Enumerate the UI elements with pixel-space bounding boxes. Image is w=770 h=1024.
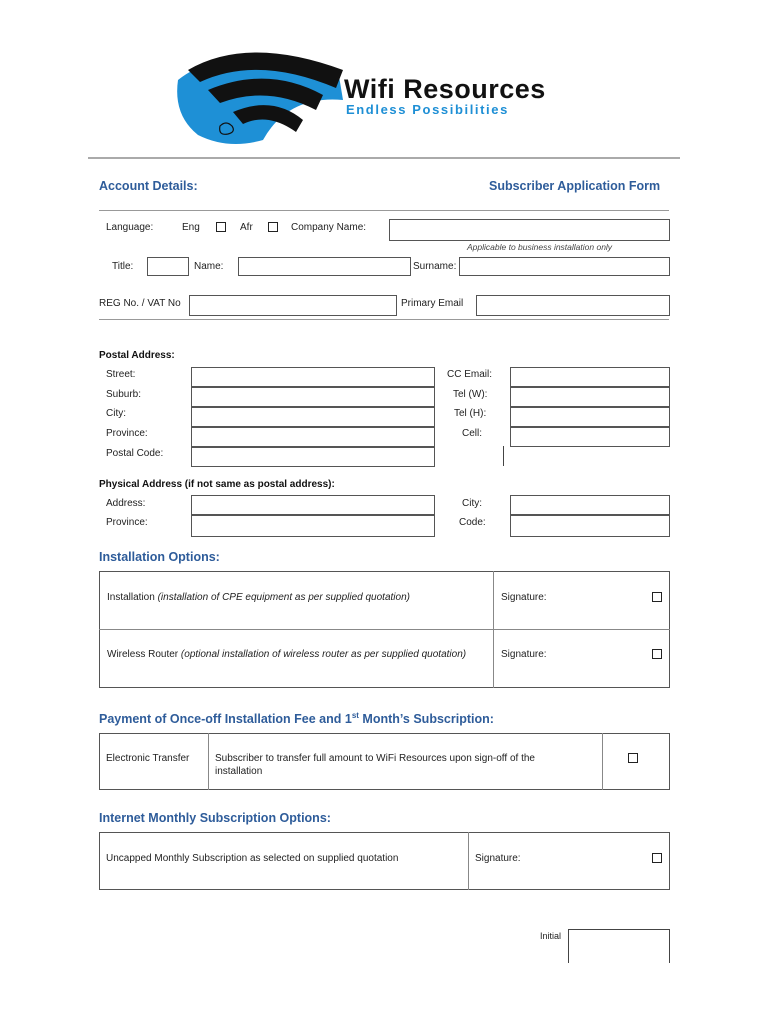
physical-province-label: Province: [106,517,148,528]
tel-h-field[interactable] [510,407,670,427]
cell-label: Cell: [462,428,483,439]
suburb-field[interactable] [191,387,435,407]
payment-desc-line2: installation [215,766,263,777]
physical-heading: Physical Address (if not same as postal address): [99,479,335,490]
afr-checkbox[interactable] [268,222,278,232]
surname-field[interactable] [459,257,670,276]
physical-code-field[interactable] [510,515,670,537]
logo-title: Wifi Resources [344,74,546,104]
payment-heading-pre: Payment of Once-off Installation Fee and 1 [99,712,352,727]
divider [493,571,494,688]
router-row [107,649,466,660]
eng-label: Eng [182,222,200,233]
physical-province-field[interactable] [191,515,435,537]
installation-checkbox[interactable] [652,592,662,602]
cell-field[interactable] [510,427,670,447]
physical-city-label: City: [462,498,482,509]
installation-row [107,592,410,603]
divider [208,733,209,790]
language-label: Language: [106,222,154,233]
divider [99,629,670,630]
company-logo [168,40,608,150]
city-label: City: [106,408,126,419]
suburb-label: Suburb: [106,389,142,400]
divider [602,733,603,790]
reg-vat-field[interactable] [189,295,397,316]
installation-signature-label: Signature: [501,592,547,603]
divider [503,446,504,466]
tel-w-label: Tel (W): [453,389,488,400]
surname-label: Surname: [413,261,457,272]
company-note: Applicable to business installation only [467,242,613,252]
name-label: Name: [194,261,224,272]
installation-desc: (installation of CPE equipment as per supplied quotation) [157,592,410,603]
province-label: Province: [106,428,148,439]
afr-label: Afr [240,222,253,233]
eng-checkbox[interactable] [216,222,226,232]
street-label: Street: [106,369,136,380]
account-details-heading: Account Details: [99,179,198,193]
subscription-heading: Internet Monthly Subscription Options: [99,811,331,825]
company-name-label: Company Name: [291,222,367,233]
cc-email-label: CC Email: [447,369,493,380]
form-title: Subscriber Application Form [489,179,661,193]
subscription-checkbox[interactable] [652,853,662,863]
postal-code-label: Postal Code: [106,448,164,459]
primary-email-label: Primary Email [401,298,464,309]
physical-code-label: Code: [459,517,486,528]
router-signature-label: Signature: [501,649,547,660]
initial-field[interactable] [568,929,670,963]
city-field[interactable] [191,407,435,427]
physical-city-field[interactable] [510,495,670,515]
router-name: Wireless Router [107,649,179,660]
tel-w-field[interactable] [510,387,670,407]
logo-tagline: Endless Possibilities [346,102,509,117]
payment-desc-line1: Subscriber to transfer full amount to WiFi Resources upon sign-off of the [215,753,535,764]
title-field[interactable] [147,257,189,276]
street-field[interactable] [191,367,435,387]
postal-heading: Postal Address: [99,350,175,361]
province-field[interactable] [191,427,435,447]
router-desc: (optional installation of wireless router as per supplied quotation) [180,649,467,660]
payment-checkbox[interactable] [628,753,638,763]
divider [468,832,469,890]
payment-heading-post: Month’s Subscription: [358,712,494,727]
reg-vat-label: REG No. / VAT No [99,298,181,309]
primary-email-field[interactable] [476,295,670,316]
name-field[interactable] [238,257,411,276]
title-label: Title: [112,261,134,272]
subscription-option: Uncapped Monthly Subscription as selected on supplied quotation [106,853,399,864]
initial-label: Initial [540,931,562,941]
header-rule [88,157,680,159]
postal-code-field[interactable] [191,447,435,467]
installation-name: Installation [107,592,155,603]
physical-address-label: Address: [106,498,146,509]
divider [99,319,669,320]
tel-h-label: Tel (H): [454,408,487,419]
divider [99,210,669,211]
payment-heading-sup: st [351,711,359,720]
payment-heading [99,711,494,726]
subscription-signature-label: Signature: [475,853,521,864]
installation-heading: Installation Options: [99,550,220,564]
router-checkbox[interactable] [652,649,662,659]
physical-address-field[interactable] [191,495,435,515]
company-name-field[interactable] [389,219,670,241]
payment-method: Electronic Transfer [106,753,190,764]
cc-email-field[interactable] [510,367,670,387]
wifi-logo-icon [168,40,368,150]
